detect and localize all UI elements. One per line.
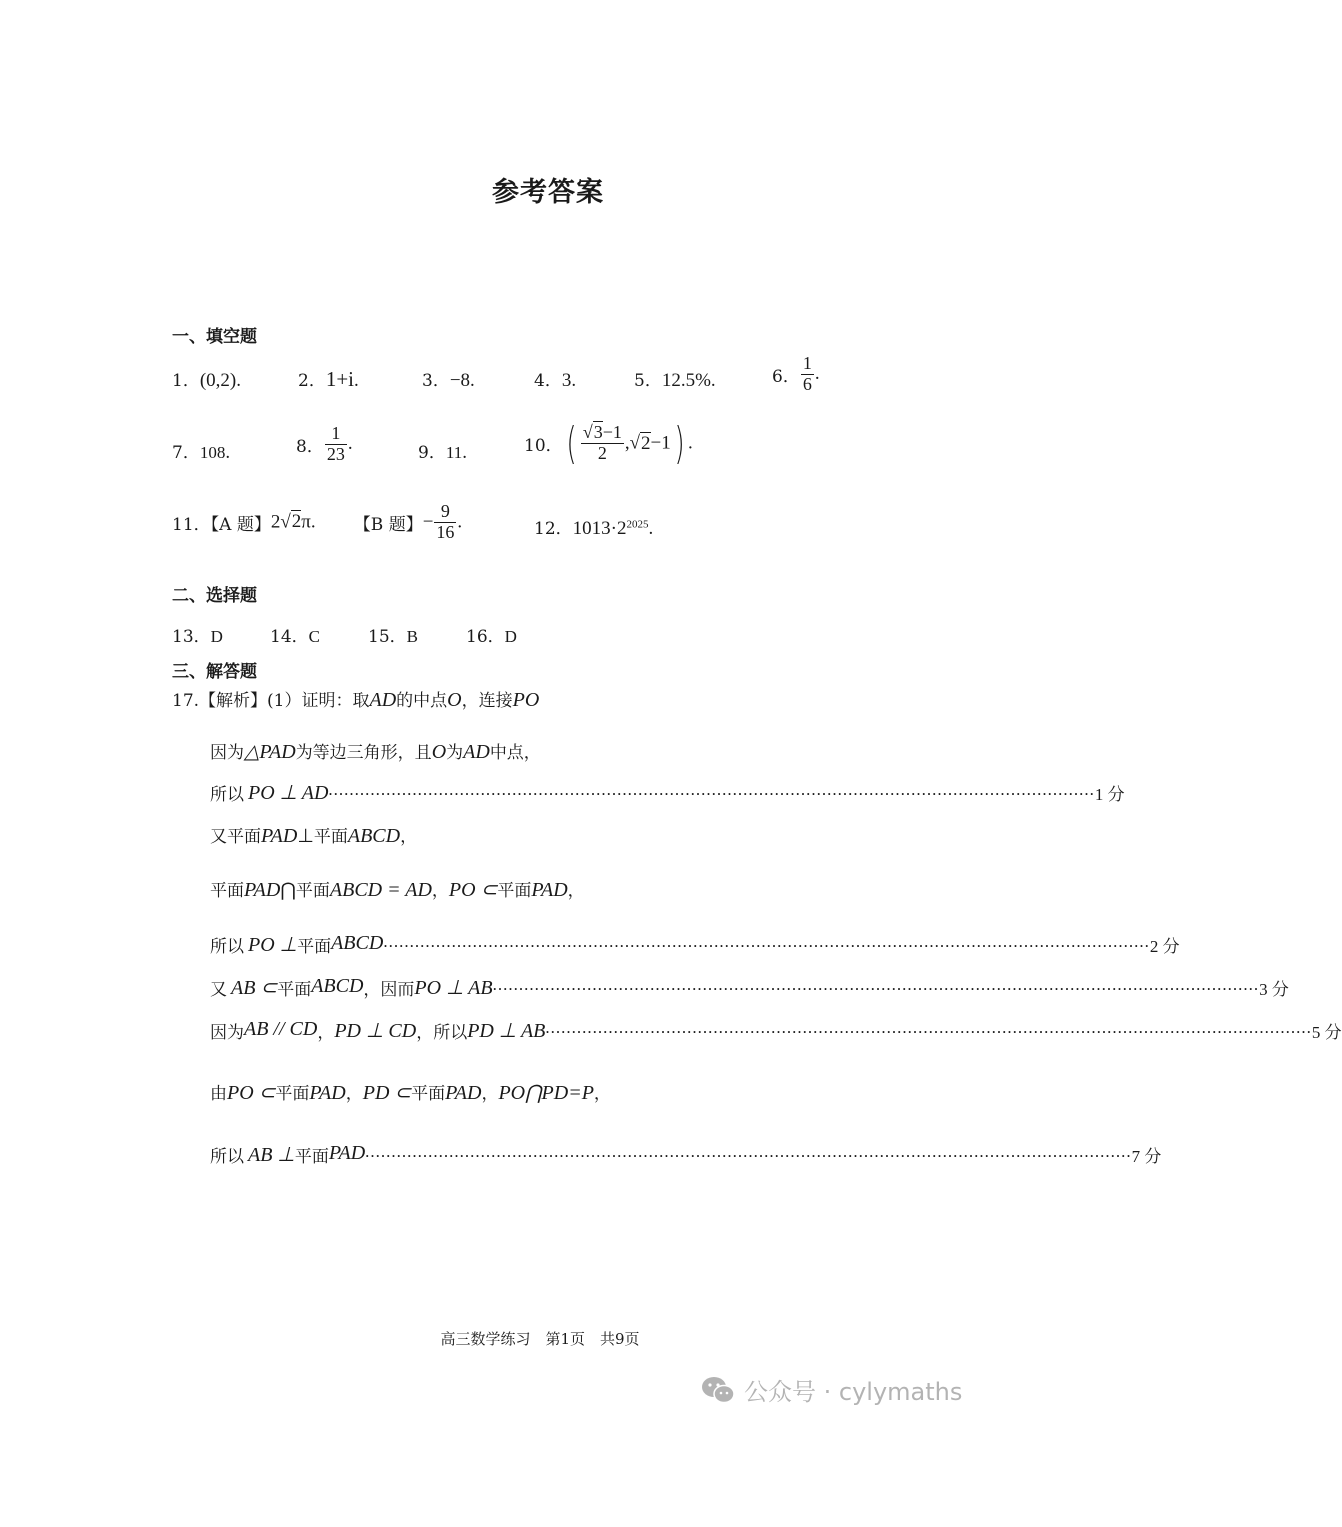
q17-line-8: 由PO ⊂平面PAD，PD ⊂平面PAD，PO⋂PD=P， <box>210 1082 611 1104</box>
watermark-text: 公众号 · cylymaths <box>744 1378 963 1406</box>
q17-line-6: 又 AB ⊂ 平面 ABCD ，因而 PO ⊥ AB .................................................................................................................................................. 3 分 <box>210 975 1289 1000</box>
leader-dots: .................................................................................................................................................. <box>383 932 1150 951</box>
fill-answer-8: 8． $\frac{1}{23}$ . <box>296 423 353 464</box>
fill-answer-1: 1．(0,2). <box>172 370 241 391</box>
leader-dots: .................................................................................................................................................. <box>492 975 1260 994</box>
q17-line-4: 平面PAD⋂平面ABCD = AD，PO ⊂平面PAD， <box>210 879 585 901</box>
fill-answer-2: 2．1+i. <box>298 367 359 391</box>
fill-answer-6: 6． $\frac{1}{6}$ . <box>772 353 820 394</box>
choice-answer-13: 13．D <box>172 627 223 647</box>
fill-answer-12: 12．$1013\cdot 2^{2025}$. <box>534 518 654 539</box>
leader-dots: .................................................................................................................................................. <box>365 1142 1132 1161</box>
leader-dots: .................................................................................................................................................. <box>545 1018 1312 1037</box>
fill-answer-10: 10．( $\frac{√3-1}{2}$ ,√2−1) . <box>524 418 693 469</box>
section-choice-heading: 二、选择题 <box>172 586 257 606</box>
fraction: $\frac{1}{6}$ <box>802 353 812 394</box>
page-footer: 高三数学练习 第1页 共9页 <box>440 1330 640 1348</box>
section-solve-heading: 三、解答题 <box>172 662 257 682</box>
q17-line-1: 因为△PAD为等边三角形，且O为AD中点， <box>210 741 541 763</box>
q17-line-2: 所以 PO ⊥ AD .................................................................................................................................................. 1 分 <box>210 780 1125 805</box>
section-fill-heading: 一、填空题 <box>172 327 257 347</box>
fill-answer-5: 5．12.5%. <box>634 370 716 391</box>
fill-answer-9: 9．11. <box>418 442 467 463</box>
q17-line-7: 因为 AB // CD ， PD ⊥ CD ，所以 PD ⊥ AB .................................................................................................................................................. 5 分 <box>210 1018 1342 1043</box>
q17-line-9: 所以 AB ⊥ 平面 PAD .................................................................................................................................................. 7 分 <box>210 1142 1162 1167</box>
q17-line-5: 所以 PO ⊥ 平面 ABCD .................................................................................................................................................. 2 分 <box>210 932 1180 957</box>
leader-dots: .................................................................................................................................................. <box>328 780 1095 799</box>
choice-answer-16: 16．D <box>466 627 517 647</box>
wechat-icon <box>700 1375 736 1405</box>
watermark <box>700 1372 962 1407</box>
fill-answer-7: 7．108. <box>172 442 231 463</box>
q17-intro-line: 17.【解析】(1）证明：取AD的中点O，连接PO <box>172 689 540 711</box>
choice-answer-14: 14．C <box>270 627 320 647</box>
fill-answer-4: 4．3. <box>534 370 577 391</box>
fill-answer-3: 3．−8. <box>422 370 475 391</box>
choice-answer-15: 15．B <box>368 627 418 647</box>
q17-line-3: 又平面PAD⊥平面ABCD， <box>210 825 418 847</box>
page-title: 参考答案 <box>492 177 604 208</box>
fill-answer-11: 11．【A 题】2√2π. 【B 题】− $\frac{9}{16}$ . <box>172 501 463 542</box>
